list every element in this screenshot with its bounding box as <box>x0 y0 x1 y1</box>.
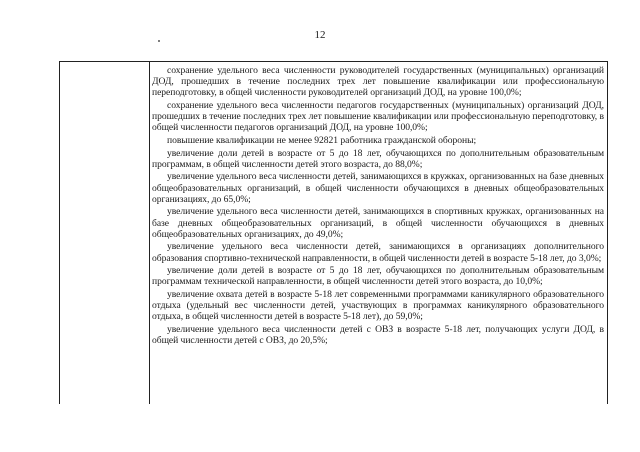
list-item: увеличение доли детей в возрасте от 5 до 18 лет, обучающихся по дополнительным образовательным программам, в общей численности детей этого возраста, до 88,0%; <box>152 147 604 170</box>
list-item: повышение квалификации не менее 92821 работника гражданской обороны; <box>167 135 477 146</box>
list-item: увеличение удельного веса численности детей, занимающихся в спортивных кружках, организованных на базе дневных общеобразовательных организаций, в общей численности обучающихся в дневных общеобразовательных организациях, до 49,0%; <box>152 206 604 240</box>
document-table <box>59 61 608 404</box>
scan-speck <box>158 40 160 42</box>
list-item: сохранение удельного веса численности руководителей государственных (муниципальных) организаций ДОД, прошедших в течение последних трех лет повышение квалификации или профессиональную переподготовку, в общей численности руководителей организаций ДОД, на уровне 100,0%; <box>152 65 604 99</box>
table-left-column <box>60 62 150 404</box>
page-number: 12 <box>314 29 326 41</box>
list-item: сохранение удельного веса численности педагогов государственных (муниципальных) организаций ДОД, прошедших в течение последних трех лет повышение квалификации или профессиональную переподготовку, в общей численности педагогов организаций ДОД, на уровне 100,0%; <box>152 100 604 134</box>
list-item: увеличение удельного веса численности детей, занимающихся в кружках, организованных на базе дневных общеобразовательных организаций, в общей численности обучающихся в дневных общеобразовательных организациях, до 65,0%; <box>152 171 604 205</box>
list-item: увеличение удельного веса численности детей, занимающихся в организациях дополнительного образования спортивно-технической направленности, в общей численности детей в возрасте 5-18 лет, до 3,0%; <box>152 241 604 264</box>
list-item: увеличение доли детей в возрасте от 5 до 18 лет, обучающихся по дополнительным образовательным программам технической направленности, в общей численности детей этого возраста, до 10,0%; <box>152 265 604 288</box>
table-content-cell <box>152 65 604 348</box>
list-item: увеличение удельного веса численности детей с ОВЗ в возрасте 5-18 лет, получающих услуги ДОД, в общей численности детей с ОВЗ, до 20,5%; <box>152 323 604 347</box>
list-item: увеличение охвата детей в возрасте 5-18 лет современными программами каникулярного образовательного отдыха (удельный вес численности детей, участвующих в программах каникулярного образовательного отдыха, в общей численности детей в возрасте 5-18 лет), до 59,0%; <box>152 288 604 323</box>
